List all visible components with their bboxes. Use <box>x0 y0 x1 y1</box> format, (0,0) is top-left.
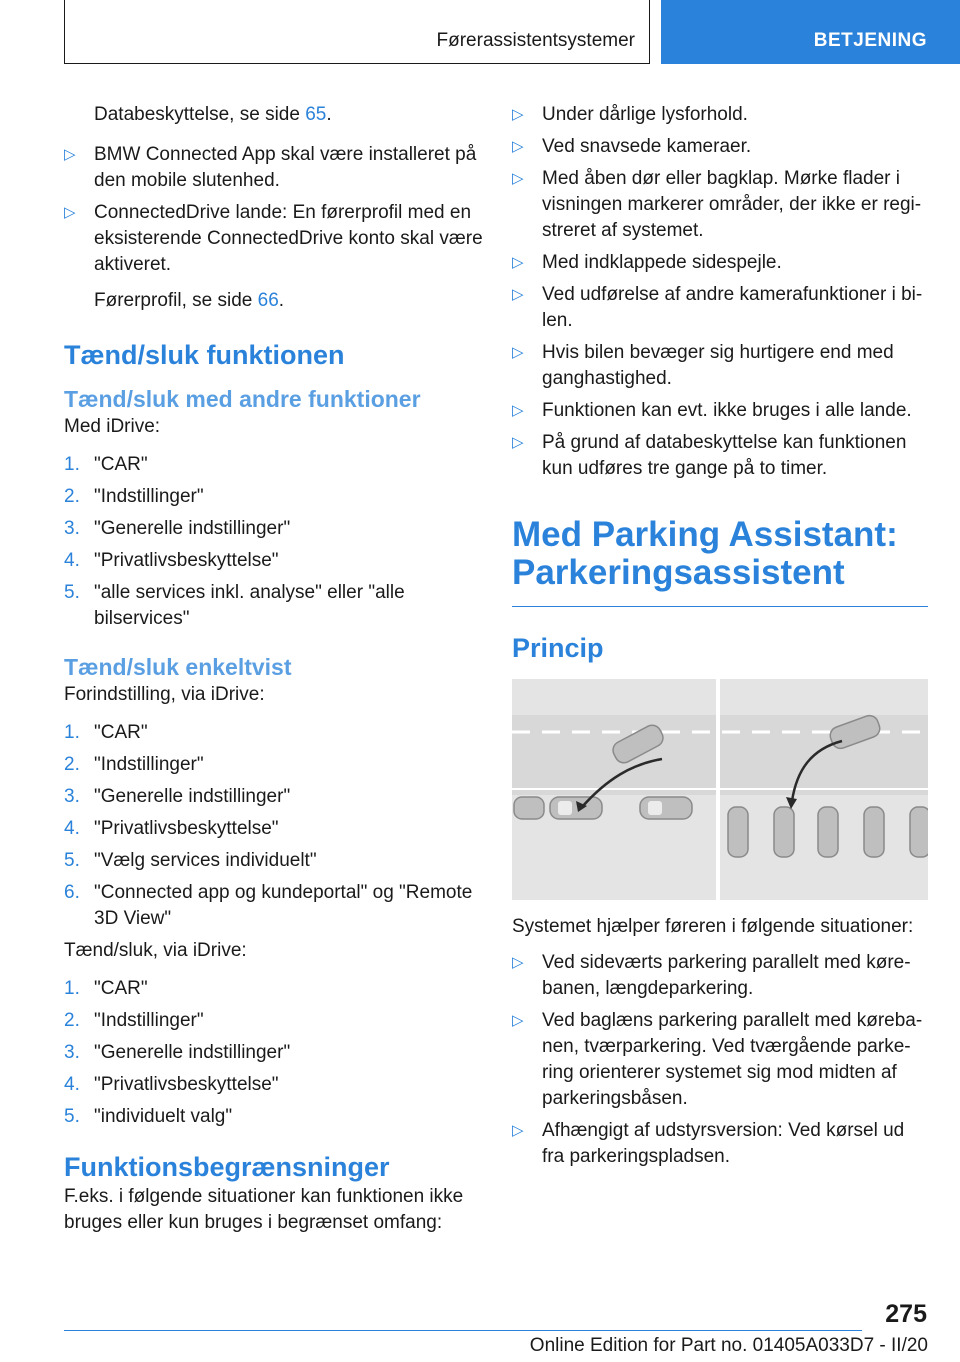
list-item: ▷ Ved udførelse af andre kamerafunktioner i bi-len. <box>512 284 923 331</box>
list-item: 6. "Connected app og kundeportal" og "Remote 3D View" <box>64 882 473 929</box>
intro-paragraph: Databeskyttelse, se side 65. <box>94 104 332 125</box>
list-item: ▷ BMW Connected App skal være installeret på den mobile slutenhed. <box>64 144 477 191</box>
limitations-text: F.eks. i følgende situationer kan funktionen ikke bruges eller kun bruges i begrænset omfang: <box>64 1186 464 1233</box>
list-item: 3. "Generelle indstillinger" <box>64 786 291 807</box>
right-column <box>512 102 928 1176</box>
list-item: 1. "CAR" <box>64 978 148 999</box>
list-item: 3. "Generelle indstillinger" <box>64 1042 291 1063</box>
list-item: ▷ Afhængigt af udstyrsversion: Ved kørsel ud fra parkeringspladsen. <box>512 1120 905 1167</box>
page-link-66[interactable]: 66 <box>257 290 279 311</box>
list-item: ▷ Hvis bilen bevæger sig hurtigere end med ganghastighed. <box>512 342 894 389</box>
list-item: 2. "Indstillinger" <box>64 1010 204 1031</box>
list-item: 4. "Privatlivsbeskyttelse" <box>64 550 279 571</box>
list-item: 5. "alle services inkl. analyse" eller "alle bilservices" <box>64 582 405 629</box>
heading-limitations: Funktionsbegrænsninger <box>64 1152 390 1182</box>
list-item: 1. "CAR" <box>64 454 148 475</box>
list-item: 5. "Vælg services individuelt" <box>64 850 317 871</box>
list-item: 4. "Privatlivsbeskyttelse" <box>64 1074 279 1095</box>
header-section-title: Førerassistentsystemer <box>436 30 635 51</box>
system-text: Systemet hjælper føreren i følgende situationer: <box>512 916 914 937</box>
profile-paragraph: Førerprofil, se side 66. <box>94 290 285 311</box>
page-number: 275 <box>885 1300 927 1328</box>
list-item: ▷ Ved sideværts parkering parallelt med køre-banen, længdeparkering. <box>512 952 911 999</box>
footer-rule <box>64 1330 862 1331</box>
triangle-bullet-icon: ▷ <box>512 1122 524 1139</box>
toggle-label: Tænd/sluk, via iDrive: <box>64 940 247 961</box>
list-item: 3. "Generelle indstillinger" <box>64 518 291 539</box>
triangle-bullet-icon: ▷ <box>512 954 524 971</box>
heading-toggle-function: Tænd/sluk funktionen <box>64 340 345 370</box>
footer-edition: Online Edition for Part no. 01405A033D7 - II/20 <box>529 1335 928 1356</box>
list-item: ▷ På grund af databeskyttelse kan funktionen kun udføres tre gange på to timer. <box>512 432 907 479</box>
list-item: ▷ Under dårlige lysforhold. <box>512 102 928 128</box>
steps-toggle-list <box>64 976 484 1130</box>
list-item: ▷ Funktionen kan evt. ikke bruges i alle lande. <box>512 398 928 424</box>
triangle-bullet-icon: ▷ <box>512 1012 524 1029</box>
list-item: 2. "Indstillinger" <box>64 754 204 775</box>
triangle-bullet-icon: ▷ <box>512 106 524 123</box>
steps-preset-list <box>64 720 484 932</box>
heading-parking-assistant: Med Parking Assistant: Parkeringsassistent <box>512 515 898 592</box>
list-item: 1. "CAR" <box>64 722 148 743</box>
page-link-65[interactable]: 65 <box>305 104 327 125</box>
list-item: ▷ Ved baglæns parkering parallelt med køreba-nen, tværparkering. Ved tværgående parke-ring orienterer systemet sig mod midten af parkeringsbåsen. <box>512 1010 923 1109</box>
header-section-box <box>64 0 650 64</box>
idrive-label: Med iDrive: <box>64 416 161 437</box>
triangle-bullet-icon: ▷ <box>512 344 524 361</box>
heading-toggle-single: Tænd/sluk enkeltvist <box>64 654 292 680</box>
heading-toggle-other: Tænd/sluk med andre funktioner <box>64 386 421 412</box>
triangle-bullet-icon: ▷ <box>512 434 524 451</box>
triangle-bullet-icon: ▷ <box>512 402 524 419</box>
triangle-bullet-icon: ▷ <box>512 286 524 303</box>
triangle-bullet-icon: ▷ <box>512 138 524 155</box>
header-chapter-title: BETJENING <box>813 30 927 51</box>
triangle-bullet-icon: ▷ <box>64 146 76 163</box>
parking-diagram-svg <box>512 679 928 900</box>
preset-label: Forindstilling, via iDrive: <box>64 684 265 705</box>
list-item: 5. "individuelt valg" <box>64 1106 233 1127</box>
triangle-bullet-icon: ▷ <box>512 254 524 271</box>
steps-other-list <box>64 452 484 632</box>
list-item: ▷ Med indklappede sidespejle. <box>512 250 928 276</box>
triangle-bullet-icon: ▷ <box>512 170 524 187</box>
header-chapter-box <box>661 0 960 64</box>
parking-illustration <box>512 679 928 900</box>
heading-rule <box>512 606 928 607</box>
heading-principle: Princip <box>512 633 604 663</box>
list-item: 2. "Indstillinger" <box>64 486 204 507</box>
left-column <box>64 102 484 1236</box>
list-item: ▷ Med åben dør eller bagklap. Mørke flader i visningen markerer områder, der ikke er regi-streret af systemet. <box>512 168 922 241</box>
list-item: ▷ Ved snavsede kameraer. <box>512 134 928 160</box>
triangle-bullet-icon: ▷ <box>64 204 76 221</box>
list-item: 4. "Privatlivsbeskyttelse" <box>64 818 279 839</box>
list-item: ▷ ConnectedDrive lande: En førerprofil med en eksisterende ConnectedDrive konto skal være aktiveret. <box>64 202 483 275</box>
